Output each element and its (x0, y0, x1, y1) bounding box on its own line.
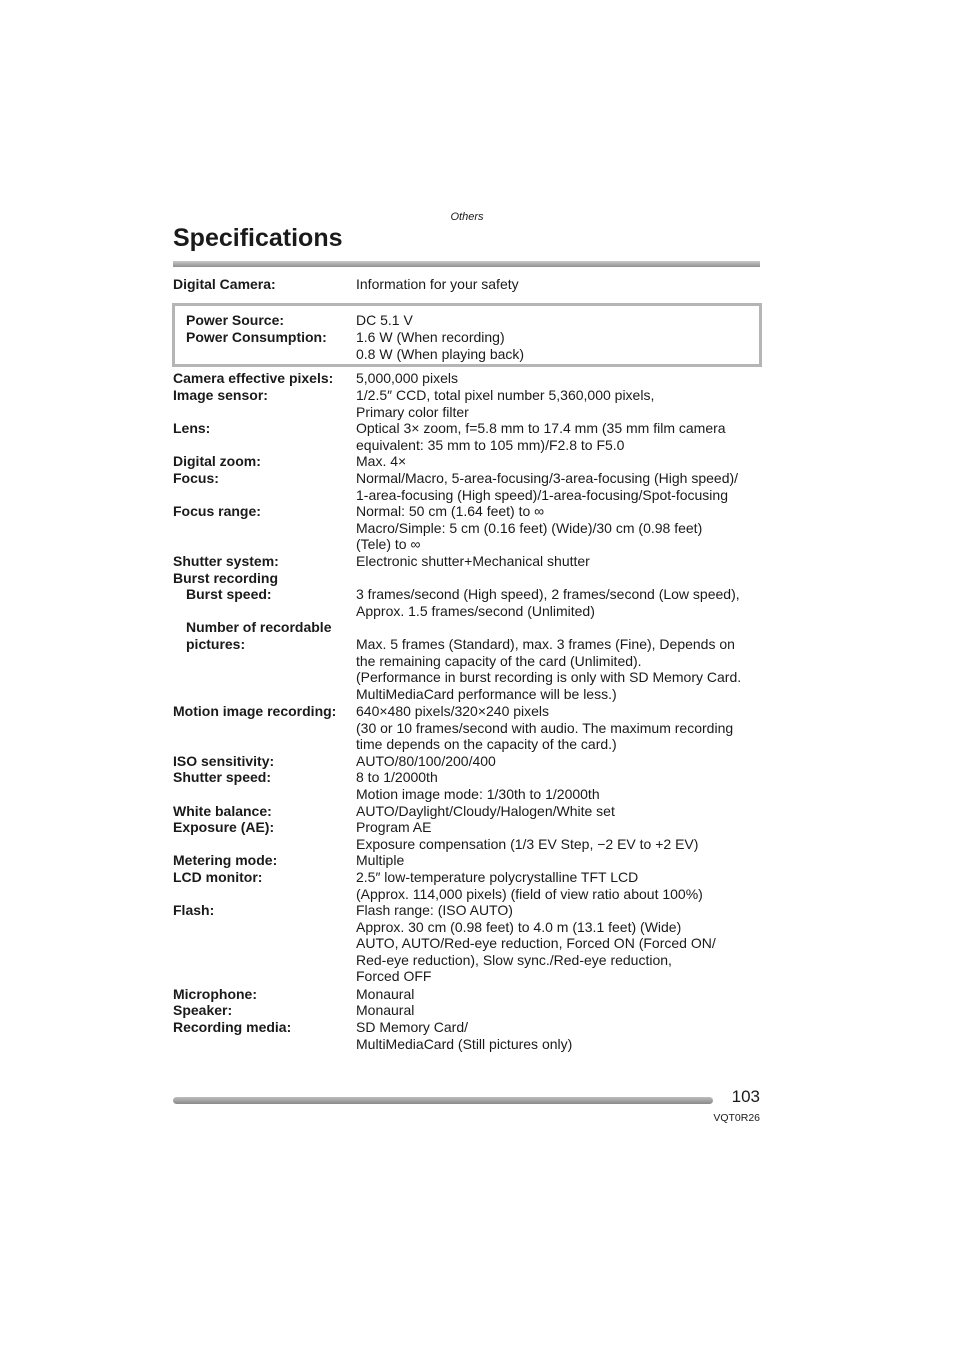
spec-value: Flash range: (ISO AUTO) Approx. 30 cm (0.98 feet) to 4.0 m (13.1 feet) (Wide) AUTO, AUTO/Red-eye reduction, Forced ON (Forced ON/ Red-eye reduction), Slow sync./Red-eye reduction, Forced OFF (356, 902, 716, 985)
spec-label: Power Consumption: (186, 329, 327, 345)
spec-label: Shutter system: (173, 553, 279, 569)
page-number: 103 (731, 1087, 760, 1106)
spec-value: 1/2.5″ CCD, total pixel number 5,360,000 pixels, Primary color filter (356, 387, 655, 420)
spec-value: 640×480 pixels/320×240 pixels (30 or 10 frames/second with audio. The maximum recording time depends on the capacity of the card.) (356, 703, 734, 753)
model-code: VQT0R26 (713, 1112, 760, 1124)
title-rule (173, 261, 760, 267)
spec-label: Shutter speed: (173, 769, 272, 785)
spec-label: Flash: (173, 902, 215, 918)
spec-value: Normal/Macro, 5-area-focusing/3-area-focusing (High speed)/ 1-area-focusing (High speed)/1-area-focusing/Spot-focusing (356, 470, 739, 503)
spec-label: ISO sensitivity: (173, 753, 275, 769)
spec-value: Monaural (356, 1002, 415, 1018)
spec-label: Recording media: (173, 1019, 292, 1035)
spec-label: White balance: (173, 803, 272, 819)
spec-label: Lens: (173, 420, 211, 436)
spec-value: Multiple (356, 852, 405, 868)
spec-value: 3 frames/second (High speed), 2 frames/second (Low speed), Approx. 1.5 frames/second (Unlimited) (356, 586, 740, 619)
spec-value: Max. 4× (356, 453, 407, 469)
spec-value: AUTO/Daylight/Cloudy/Halogen/White set (356, 803, 615, 819)
spec-label: Exposure (AE): (173, 819, 275, 835)
spec-value: SD Memory Card/ MultiMediaCard (Still pictures only) (356, 1019, 573, 1052)
spec-label: Motion image recording: (173, 703, 337, 719)
spec-value: Electronic shutter+Mechanical shutter (356, 553, 590, 569)
spec-value: Max. 5 frames (Standard), max. 3 frames (Fine), Depends on the remaining capacity of the card (Unlimited). (Performance in burst recording is only with SD Memory Card. MultiMediaCard performance will be less.) (356, 636, 742, 702)
spec-label: Camera effective pixels: (173, 370, 334, 386)
spec-label: Focus: (173, 470, 219, 486)
page-title: Specifications (173, 224, 343, 252)
spec-value: Optical 3× zoom, f=5.8 mm to 17.4 mm (35 mm film camera equivalent: 35 mm to 105 mm)/F2.8 to F5.0 (356, 420, 726, 453)
spec-label: Speaker: (173, 1002, 233, 1018)
spec-value: Information for your safety (356, 276, 519, 292)
spec-label: Digital Camera: (173, 276, 276, 292)
spec-label: Burst recording (173, 570, 279, 586)
spec-value: 1.6 W (When recording) 0.8 W (When playing back) (356, 329, 525, 362)
spec-label: Focus range: (173, 503, 261, 519)
footer-bar (173, 1097, 713, 1104)
spec-label: Image sensor: (173, 387, 268, 403)
spec-value: 2.5″ low-temperature polycrystalline TFT LCD (Approx. 114,000 pixels) (field of view ratio about 100%) (356, 869, 703, 902)
spec-label: LCD monitor: (173, 869, 263, 885)
spec-value: 8 to 1/2000th Motion image mode: 1/30th to 1/2000th (356, 769, 600, 802)
spec-value: 5,000,000 pixels (356, 370, 458, 386)
spec-value: AUTO/80/100/200/400 (356, 753, 496, 769)
spec-label: Microphone: (173, 986, 257, 1002)
spec-value: Program AE Exposure compensation (1/3 EV Step, −2 EV to +2 EV) (356, 819, 699, 852)
spec-label: Digital zoom: (173, 453, 261, 469)
spec-value: Monaural (356, 986, 415, 1002)
spec-label: Number of recordable (186, 619, 332, 635)
spec-label: Burst speed: (186, 586, 272, 602)
spec-label: Metering mode: (173, 852, 278, 868)
power-box (172, 303, 762, 367)
spec-value: Normal: 50 cm (1.64 feet) to ∞ Macro/Simple: 5 cm (0.16 feet) (Wide)/30 cm (0.98 feet) (Tele) to ∞ (356, 503, 703, 553)
spec-label: Power Source: (186, 312, 285, 328)
section-label: Others (450, 211, 484, 223)
spec-value: DC 5.1 V (356, 312, 413, 328)
spec-label: pictures: (186, 636, 246, 652)
